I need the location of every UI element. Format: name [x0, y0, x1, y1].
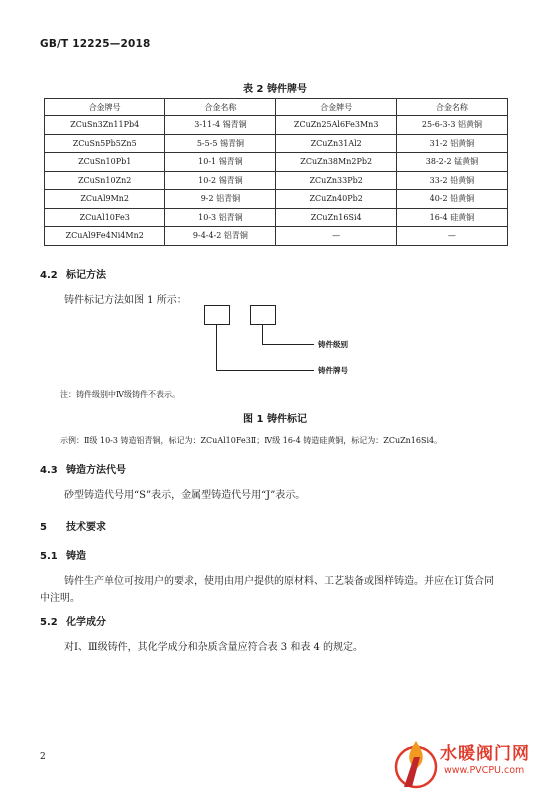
- table-cell: ZCuAl9Mn2: [45, 190, 165, 209]
- table-caption: 表 2 铸件牌号: [243, 84, 307, 95]
- table-cell: 3-11-4 锡青铜: [165, 116, 276, 135]
- table-header-row: [45, 99, 508, 116]
- column-header: 合金牌号: [45, 99, 165, 116]
- table-cell: ZCuZn16Si4: [276, 208, 396, 227]
- table-cell: ZCuZn40Pb2: [276, 190, 396, 209]
- table-cell: ZCuSn10Pb1: [45, 153, 165, 172]
- table-cell: 16-4 硅黄铜: [396, 208, 507, 227]
- table-row: [45, 171, 508, 190]
- section-heading-5-2: 5.2 化学成分: [40, 617, 106, 628]
- table-cell: ZCuSn3Zn11Pb4: [45, 116, 165, 135]
- table-cell: ZCuZn31Al2: [276, 134, 396, 153]
- grade-label: 铸件级别: [318, 340, 348, 349]
- table-cell: 10-2 锡青铜: [165, 171, 276, 190]
- grade-box: [250, 305, 276, 325]
- column-header: 合金名称: [396, 99, 507, 116]
- section-heading-4-3: 4.3 铸造方法代号: [40, 465, 126, 476]
- section-5-1-text-line2: 中注明。: [40, 593, 80, 604]
- section-4-2-text: 铸件标记方法如图 1 所示：: [64, 295, 187, 306]
- page-number: 2: [40, 752, 46, 762]
- section-5-1-text-line1: 铸件生产单位可按用户的要求，使用由用户提供的原材料、工艺装备或图样铸造。并应在订货合同: [64, 576, 494, 587]
- brand-box: [204, 305, 230, 325]
- section-heading-4-2: 4.2 标记方法: [40, 270, 106, 281]
- table-cell: ZCuAl9Fe4Ni4Mn2: [45, 227, 165, 246]
- table-row: [45, 227, 508, 246]
- table-cell: ZCuSn10Zn2: [45, 171, 165, 190]
- column-header: 合金牌号: [276, 99, 396, 116]
- table-cell: —: [396, 227, 507, 246]
- table-cell: ZCuZn38Mn2Pb2: [276, 153, 396, 172]
- figure-caption: 图 1 铸件标记: [243, 414, 307, 425]
- table-cell: 9-2 铝青铜: [165, 190, 276, 209]
- table-row: [45, 153, 508, 172]
- table-cell: —: [276, 227, 396, 246]
- table-cell: 9-4-4-2 铝青铜: [165, 227, 276, 246]
- section-heading-5-1: 5.1 铸造: [40, 551, 86, 562]
- watermark-url: www.PVCPU.com: [444, 765, 525, 776]
- table-row: [45, 116, 508, 135]
- table-cell: ZCuAl10Fe3: [45, 208, 165, 227]
- section-5-2-text: 对Ⅰ、Ⅲ级铸件，其化学成分和杂质含量应符合表 3 和表 4 的规定。: [64, 642, 364, 653]
- table-cell: ZCuSn5Pb5Zn5: [45, 134, 165, 153]
- table-cell: 10-1 锡青铜: [165, 153, 276, 172]
- table-cell: 38-2-2 锰黄铜: [396, 153, 507, 172]
- table-cell: 40-2 铅黄铜: [396, 190, 507, 209]
- site-watermark: [390, 735, 550, 795]
- brand-leader-vertical: [216, 324, 217, 370]
- brand-label: 铸件牌号: [318, 366, 348, 375]
- table-row: [45, 190, 508, 209]
- section-4-3-text: 砂型铸造代号用“S”表示，金属型铸造代号用“J”表示。: [64, 490, 306, 501]
- table-cell: ZCuZn25Al6Fe3Mn3: [276, 116, 396, 135]
- section-heading-5: 5 技术要求: [40, 522, 106, 533]
- standard-code: GB/T 12225—2018: [40, 38, 151, 50]
- watermark-title: 水暖阀门网: [440, 744, 530, 764]
- table-row: [45, 134, 508, 153]
- table-cell: 10-3 铝青铜: [165, 208, 276, 227]
- casting-grades-table: [44, 98, 508, 246]
- table-cell: ZCuZn33Pb2: [276, 171, 396, 190]
- column-header: 合金名称: [165, 99, 276, 116]
- table-cell: 5-5-5 锡青铜: [165, 134, 276, 153]
- table-cell: 31-2 铝黄铜: [396, 134, 507, 153]
- table-cell: 25-6-3-3 铝黄铜: [396, 116, 507, 135]
- figure-note: 注：铸件级别中Ⅳ级铸件不表示。: [60, 390, 180, 399]
- watermark-logo-icon: [390, 735, 440, 793]
- table-row: [45, 208, 508, 227]
- marking-example: 示例：Ⅱ级 10-3 铸造铝青铜，标记为：ZCuAl10Fe3Ⅱ；Ⅳ级 16-4 铸造硅黄铜，标记为：ZCuZn16Si4。: [60, 436, 443, 445]
- grade-leader-horizontal: [262, 344, 314, 345]
- brand-leader-horizontal: [216, 370, 314, 371]
- table-cell: 33-2 铅黄铜: [396, 171, 507, 190]
- grade-leader-vertical: [262, 324, 263, 344]
